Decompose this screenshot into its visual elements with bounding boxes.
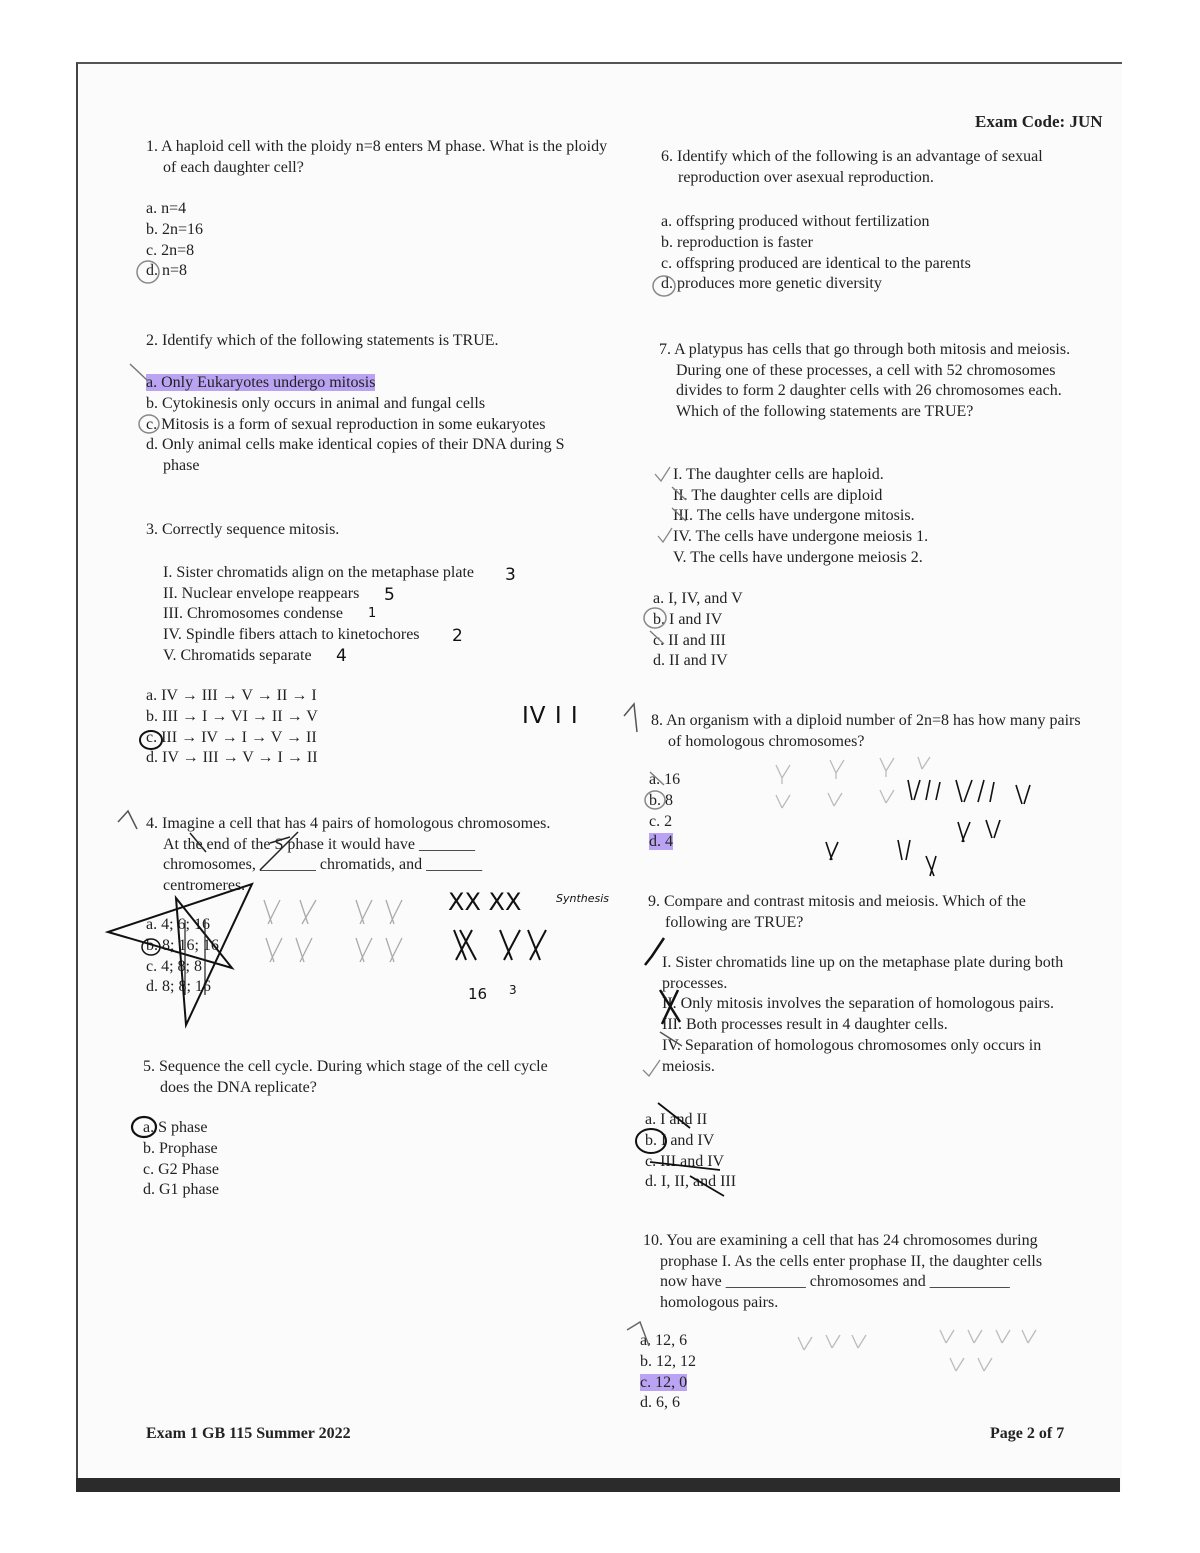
option[interactable]: a. IV → III → V → II → I bbox=[146, 687, 317, 704]
option[interactable]: a. S phase bbox=[143, 1119, 208, 1136]
option[interactable]: b. 2n=16 bbox=[146, 220, 204, 238]
handwritten-number: 16 bbox=[468, 985, 488, 1003]
option[interactable]: a. 4; 6; 16 bbox=[146, 916, 210, 933]
option[interactable] bbox=[649, 832, 680, 853]
question-3-options bbox=[146, 686, 318, 769]
highlighted-option: c. 12, 0 bbox=[640, 1373, 688, 1391]
option[interactable]: b. I and IV bbox=[645, 1131, 715, 1149]
question-1 bbox=[146, 137, 616, 178]
exam-code: Exam Code: JUN bbox=[975, 112, 1103, 131]
option[interactable]: a. n=4 bbox=[146, 200, 187, 217]
question-9-statements bbox=[662, 953, 1072, 1077]
question-3-stem: 3. Correctly sequence mitosis. bbox=[146, 521, 340, 538]
question-10-stem: 10. You are examining a cell that has 24 chromosomes during prophase I. As the cells enter prophase II, the daughter cells now have __________ chromosomes and __________ homologous pairs. bbox=[643, 1232, 1043, 1311]
option[interactable]: d. 6, 6 bbox=[640, 1394, 680, 1412]
question-7 bbox=[659, 340, 1104, 422]
option[interactable] bbox=[146, 373, 616, 394]
question-5-stem: 5. Sequence the cell cycle. During which stage of the cell cycle does the DNA replicate? bbox=[143, 1058, 548, 1096]
option[interactable]: d. 8; 8; 16 bbox=[146, 978, 211, 996]
option[interactable]: a. 16 bbox=[649, 771, 681, 788]
handwritten-note: IV I I bbox=[522, 703, 579, 729]
option[interactable]: b. Cytokinesis only occurs in animal and fungal cells bbox=[146, 394, 486, 412]
option[interactable]: a. I and II bbox=[645, 1111, 708, 1128]
statement: II. Nuclear envelope reappears bbox=[163, 584, 360, 602]
option[interactable]: b. I and IV bbox=[653, 610, 723, 628]
handwritten-number: 5 bbox=[384, 585, 395, 605]
question-5-options bbox=[143, 1118, 219, 1201]
question-2-stem: 2. Identify which of the following statements is TRUE. bbox=[146, 332, 499, 349]
question-6-stem: 6. Identify which of the following is an advantage of sexual reproduction over asexual reproduction. bbox=[661, 148, 1043, 186]
question-3 bbox=[146, 520, 339, 541]
question-4-stem: 4. Imagine a cell that has 4 pairs of homologous chromosomes. At the end of the S phase it would have _______ chromosomes, _______ chromatids, and _______ centromeres. bbox=[146, 815, 551, 894]
handwritten-number: 4 bbox=[336, 646, 347, 666]
statement: III. Both processes result in 4 daughter cells. bbox=[662, 1016, 948, 1034]
option[interactable]: a. I, IV, and V bbox=[653, 590, 743, 607]
question-3-statements bbox=[163, 563, 474, 667]
handwritten-number: 1 bbox=[368, 606, 377, 621]
question-9 bbox=[648, 892, 1068, 933]
question-6 bbox=[661, 147, 1101, 188]
statement: IV. Spindle fibers attach to kinetochores bbox=[163, 626, 420, 644]
statement: IV. Separation of homologous chromosomes only occurs in meiosis. bbox=[662, 1036, 1042, 1075]
option[interactable]: b. III → I → VI → II → V bbox=[146, 707, 318, 725]
option[interactable]: b. Prophase bbox=[143, 1139, 218, 1157]
option[interactable]: d. Only animal cells make identical copies of their DNA during S phase bbox=[146, 436, 565, 475]
question-1-stem: 1. A haploid cell with the ploidy n=8 enters M phase. What is the ploidy of each daughter cell? bbox=[146, 138, 608, 176]
statement: III. Chromosomes condense bbox=[163, 605, 343, 623]
option[interactable]: d. n=8 bbox=[146, 262, 188, 280]
option[interactable]: c. 4; 8; 8 bbox=[146, 957, 202, 975]
option[interactable]: c. III and IV bbox=[645, 1152, 725, 1170]
option[interactable]: c. offspring produced are identical to the parents bbox=[661, 254, 971, 272]
option[interactable]: c. Mitosis is a form of sexual reproduction in some eukaryotes bbox=[146, 415, 546, 433]
question-2 bbox=[146, 331, 616, 352]
question-7-options bbox=[653, 589, 743, 672]
question-4 bbox=[146, 814, 566, 896]
sheet-shadow bbox=[76, 1478, 1120, 1492]
question-8-stem: 8. An organism with a diploid number of 2n=8 has how many pairs of homologous chromosomes? bbox=[651, 712, 1081, 750]
question-1-options bbox=[146, 199, 203, 282]
option[interactable]: c. II and III bbox=[653, 631, 726, 649]
option[interactable]: b. reproduction is faster bbox=[661, 233, 813, 251]
option[interactable]: d. produces more genetic diversity bbox=[661, 275, 882, 293]
option[interactable]: b. 12, 12 bbox=[640, 1352, 696, 1370]
question-6-options bbox=[661, 212, 971, 295]
handwritten-number: 3 bbox=[505, 565, 516, 585]
question-10-options bbox=[640, 1331, 696, 1414]
option[interactable]: c. G2 Phase bbox=[143, 1160, 219, 1178]
option[interactable]: d. II and IV bbox=[653, 652, 728, 670]
question-10 bbox=[643, 1231, 1073, 1313]
question-2-options bbox=[146, 373, 616, 477]
footer-right: Page 2 of 7 bbox=[990, 1425, 1065, 1442]
statement: V. The cells have undergone meiosis 2. bbox=[673, 548, 923, 566]
statement: V. Chromatids separate bbox=[163, 646, 312, 664]
handwritten-number: 3 bbox=[509, 983, 517, 997]
option[interactable]: b. 8 bbox=[649, 791, 673, 809]
handwritten-number: 2 bbox=[452, 626, 463, 646]
handwritten-note: Synthesis bbox=[556, 892, 610, 905]
statement: I. Sister chromatids align on the metaphase plate bbox=[163, 564, 475, 581]
highlighted-option: d. 4 bbox=[649, 833, 673, 851]
question-8 bbox=[651, 711, 1091, 752]
option[interactable]: c. III → IV → I → V → II bbox=[146, 728, 317, 746]
option[interactable]: d. G1 phase bbox=[143, 1181, 219, 1199]
option[interactable]: d. IV → III → V → I → II bbox=[146, 749, 318, 767]
question-9-options bbox=[645, 1110, 736, 1193]
handwritten-xx: XX XX bbox=[448, 888, 522, 916]
footer-left: Exam 1 GB 115 Summer 2022 bbox=[146, 1425, 351, 1442]
option[interactable]: c. 2 bbox=[649, 812, 673, 830]
option[interactable]: a. 12, 6 bbox=[640, 1332, 688, 1349]
option[interactable]: b. 8; 16; 16 bbox=[146, 936, 219, 954]
statement: IV. The cells have undergone meiosis 1. bbox=[673, 528, 929, 546]
question-7-stem: 7. A platypus has cells that go through both mitosis and meiosis. During one of these processes, a cell with 52 chromosomes divides to form 2 daughter cells with 26 chromosomes each. Which of the following statements are TRUE? bbox=[659, 341, 1071, 420]
statement: II. The daughter cells are diploid bbox=[673, 486, 883, 504]
statement: I. Sister chromatids line up on the metaphase plate during both processes. bbox=[662, 954, 1064, 992]
question-7-statements bbox=[673, 465, 928, 569]
highlighted-option: a. Only Eukaryotes undergo mitosis bbox=[146, 374, 376, 391]
question-9-stem: 9. Compare and contrast mitosis and meiosis. Which of the following are TRUE? bbox=[648, 893, 1026, 931]
option[interactable]: a. offspring produced without fertilization bbox=[661, 213, 930, 230]
question-4-options bbox=[146, 915, 219, 998]
question-8-options bbox=[649, 770, 680, 853]
option[interactable]: c. 2n=8 bbox=[146, 241, 195, 259]
statement: II. Only mitosis involves the separation of homologous pairs. bbox=[662, 995, 1054, 1013]
statement: I. The daughter cells are haploid. bbox=[673, 466, 884, 483]
option[interactable] bbox=[640, 1373, 696, 1394]
question-5 bbox=[143, 1057, 573, 1098]
statement: III. The cells have undergone mitosis. bbox=[673, 507, 915, 525]
option[interactable]: d. I, II, and III bbox=[645, 1173, 737, 1191]
